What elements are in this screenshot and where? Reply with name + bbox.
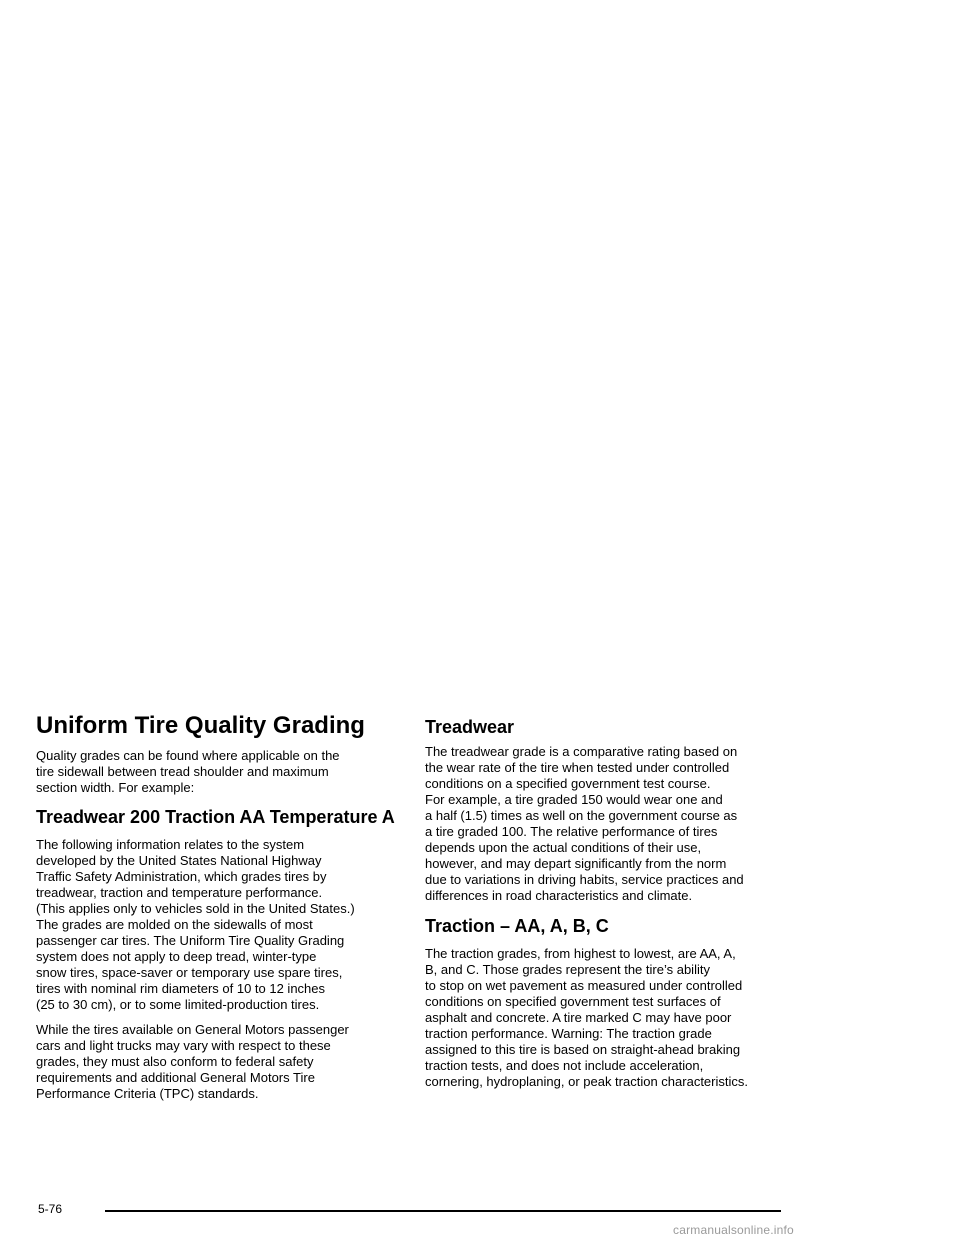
page-footer [0, 1196, 960, 1242]
gm-standards-paragraph: While the tires available on General Motors passenger cars and light trucks may vary with respect to these grades, they must also conform to federal safety requirements and additional General Motors Tire Performance Criteria (TPC) standards. [36, 1022, 349, 1101]
intro-paragraph: Quality grades can be found where applicable on the tire sidewall between tread shoulder and maximum section width. For example: [36, 748, 340, 795]
left-column [36, 712, 396, 1102]
page-number: 5-76 [38, 1202, 63, 1216]
treadwear-heading: Treadwear [425, 717, 515, 737]
watermark: carmanualsonline.info [673, 1223, 794, 1237]
page-title: Uniform Tire Quality Grading [36, 712, 365, 739]
right-column [425, 716, 795, 1090]
utqg-info-paragraph: The following information relates to the system developed by the United States National Highway Traffic Safety Administration, which grades tires by treadwear, traction and temperature performance. (This applies only to vehicles sold in the United States.) The grades are molded on the sidewalls of most passenger car tires. The Uniform Tire Quality Grading system does not apply to deep tread, winter-type snow tires, space-saver or temporary use spare tires, tires with nominal rim diameters of 10 to 12 inches (25 to 30 cm), or to some limited-production tires. [36, 837, 355, 1012]
footer-divider [105, 1210, 781, 1212]
example-grade-heading: Treadwear 200 Traction AA Temperature A [36, 807, 395, 827]
treadwear-paragraph: The treadwear grade is a comparative rating based on the wear rate of the tire when tested under controlled conditions on a specified government test course. For example, a tire graded 150 would wear one and a half (1.5) times as well on the government course as a tire graded 100. The relative performance of tires depends upon the actual conditions of their use, however, and may depart significantly from the norm due to variations in driving habits, service practices and differences in road characteristics and climate. [425, 744, 744, 903]
traction-heading: Traction – AA, A, B, C [425, 916, 609, 936]
traction-paragraph: The traction grades, from highest to lowest, are AA, A, B, and C. Those grades represent the tire’s ability to stop on wet pavement as measured under controlled conditions on specified government test surfaces of asphalt and concrete. A tire marked C may have poor traction performance. Warning: The traction grade assigned to this tire is based on straight-ahead braking traction tests, and does not include acceleration, cornering, hydroplaning, or peak traction characteristics. [425, 946, 748, 1089]
